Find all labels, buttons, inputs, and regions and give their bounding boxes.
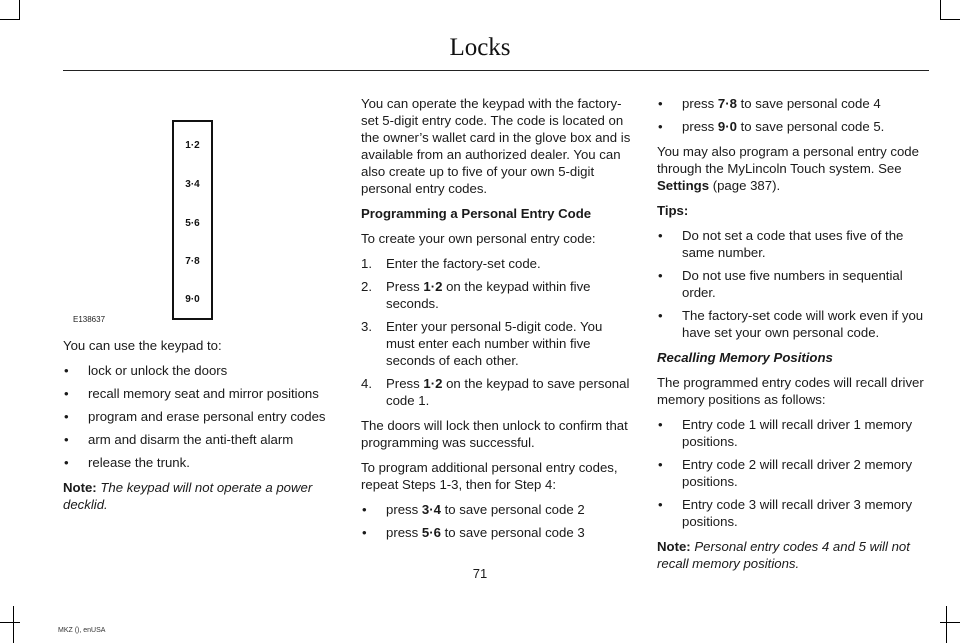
step-text: on the keypad within five seconds.	[386, 279, 591, 311]
step-key: 1·2	[423, 279, 443, 294]
crop-mark	[946, 606, 947, 643]
list-item: • recall memory seat and mirror positions	[63, 385, 338, 402]
step-number: 1.	[361, 256, 372, 271]
step-text: Press	[386, 376, 424, 391]
crop-mark	[940, 19, 960, 20]
paragraph	[657, 143, 930, 194]
column-2	[361, 95, 633, 549]
crop-mark	[0, 622, 20, 623]
press-list	[361, 501, 633, 541]
paragraph-text: (page 387).	[709, 178, 781, 193]
step-number: 4.	[361, 376, 372, 391]
step-key: 1·2	[423, 376, 443, 391]
note-label: Note:	[657, 539, 691, 554]
press-text: to save personal code 2	[440, 502, 585, 517]
page-title: Locks	[449, 34, 511, 61]
note-label: Note:	[63, 480, 97, 495]
crop-mark	[19, 0, 20, 20]
note-text: The keypad will not operate a power decklid.	[63, 480, 313, 512]
press-text: to save personal code 4	[736, 96, 881, 111]
list-item	[361, 278, 633, 312]
list-item	[361, 318, 633, 369]
list-item: • Do not set a code that uses five of the same number.	[657, 227, 930, 261]
press-text: press	[386, 502, 422, 517]
step-text: on the keypad to save personal code 1.	[386, 376, 630, 408]
list-item: • Do not use five numbers in sequential order.	[657, 267, 930, 301]
step-number: 3.	[361, 319, 372, 334]
keypad-key-9-0: 9·0	[185, 294, 200, 305]
step-text: Enter the factory-set code.	[386, 256, 541, 271]
crop-mark	[0, 19, 20, 20]
keypad-figure	[172, 120, 213, 320]
keypad-intro: You can use the keypad to:	[63, 338, 222, 353]
keypad-key-1-2: 1·2	[185, 140, 200, 151]
press-text: to save personal code 3	[440, 525, 585, 540]
keypad-key-3-4: 3·4	[185, 179, 200, 190]
list-item: • release the trunk.	[63, 454, 338, 471]
list-item: • Entry code 1 will recall driver 1 memory positions.	[657, 416, 930, 450]
list-item: • program and erase personal entry codes	[63, 408, 338, 425]
header-rule	[63, 70, 929, 71]
keypad-key-7-8: 7·8	[185, 256, 200, 267]
list-item	[361, 255, 633, 272]
list-item	[361, 501, 633, 518]
column-3	[657, 95, 930, 580]
document-id: MKZ (), enUSA	[58, 627, 106, 634]
step-text: Press	[386, 279, 424, 294]
list-item: • Entry code 2 will recall driver 2 memory positions.	[657, 456, 930, 490]
press-key: 7·8	[717, 96, 737, 111]
steps-list	[361, 255, 633, 409]
page-number: 71	[472, 566, 488, 581]
press-list	[657, 95, 930, 135]
press-text: to save personal code 5.	[736, 119, 885, 134]
note-text: Personal entry codes 4 and 5 will not recall memory positions.	[657, 539, 910, 571]
list-item	[657, 118, 930, 135]
press-key: 3·4	[421, 502, 441, 517]
step-text: Enter your personal 5-digit code. You must enter each number within five seconds of each other.	[386, 319, 603, 368]
paragraph: To program additional personal entry codes, repeat Steps 1-3, then for Step 4:	[361, 460, 618, 492]
settings-link[interactable]: Settings	[657, 178, 710, 193]
crop-mark	[13, 606, 14, 643]
crop-mark	[940, 0, 941, 20]
list-item: • Entry code 3 will recall driver 3 memory positions.	[657, 496, 930, 530]
list-item	[361, 524, 633, 541]
keypad-key-5-6: 5·6	[185, 218, 200, 229]
press-text: press	[682, 96, 718, 111]
tips-heading: Tips:	[657, 203, 689, 218]
paragraph: The doors will lock then unlock to confirm that programming was successful.	[361, 418, 628, 450]
step-number: 2.	[361, 279, 372, 294]
figure-id: E138637	[73, 315, 106, 324]
press-key: 9·0	[717, 119, 737, 134]
section-heading: Recalling Memory Positions	[657, 350, 833, 365]
paragraph-text: You may also program a personal entry code through the MyLincoln Touch system. See	[657, 144, 919, 176]
list-item	[657, 95, 930, 112]
crop-mark	[940, 622, 960, 623]
paragraph: To create your own personal entry code:	[361, 231, 596, 246]
list-item: • The factory-set code will work even if you have set your own personal code.	[657, 307, 930, 341]
note	[63, 479, 338, 513]
list-item	[361, 375, 633, 409]
press-key: 5·6	[421, 525, 441, 540]
list-item: • arm and disarm the anti-theft alarm	[63, 431, 338, 448]
column-1	[63, 337, 338, 521]
section-heading: Programming a Personal Entry Code	[361, 206, 592, 221]
paragraph: You can operate the keypad with the factory-set 5-digit entry code. The code is located on the owner’s wallet card in the glove box and is available from an authorized dealer. You can also create up to five of your own 5-digit personal entry codes.	[361, 96, 631, 196]
list-item: • lock or unlock the doors	[63, 362, 338, 379]
recall-list	[657, 416, 930, 530]
press-text: press	[386, 525, 422, 540]
keypad-uses-list	[63, 362, 338, 471]
paragraph: The programmed entry codes will recall driver memory positions as follows:	[657, 375, 924, 407]
tips-list	[657, 227, 930, 341]
press-text: press	[682, 119, 718, 134]
